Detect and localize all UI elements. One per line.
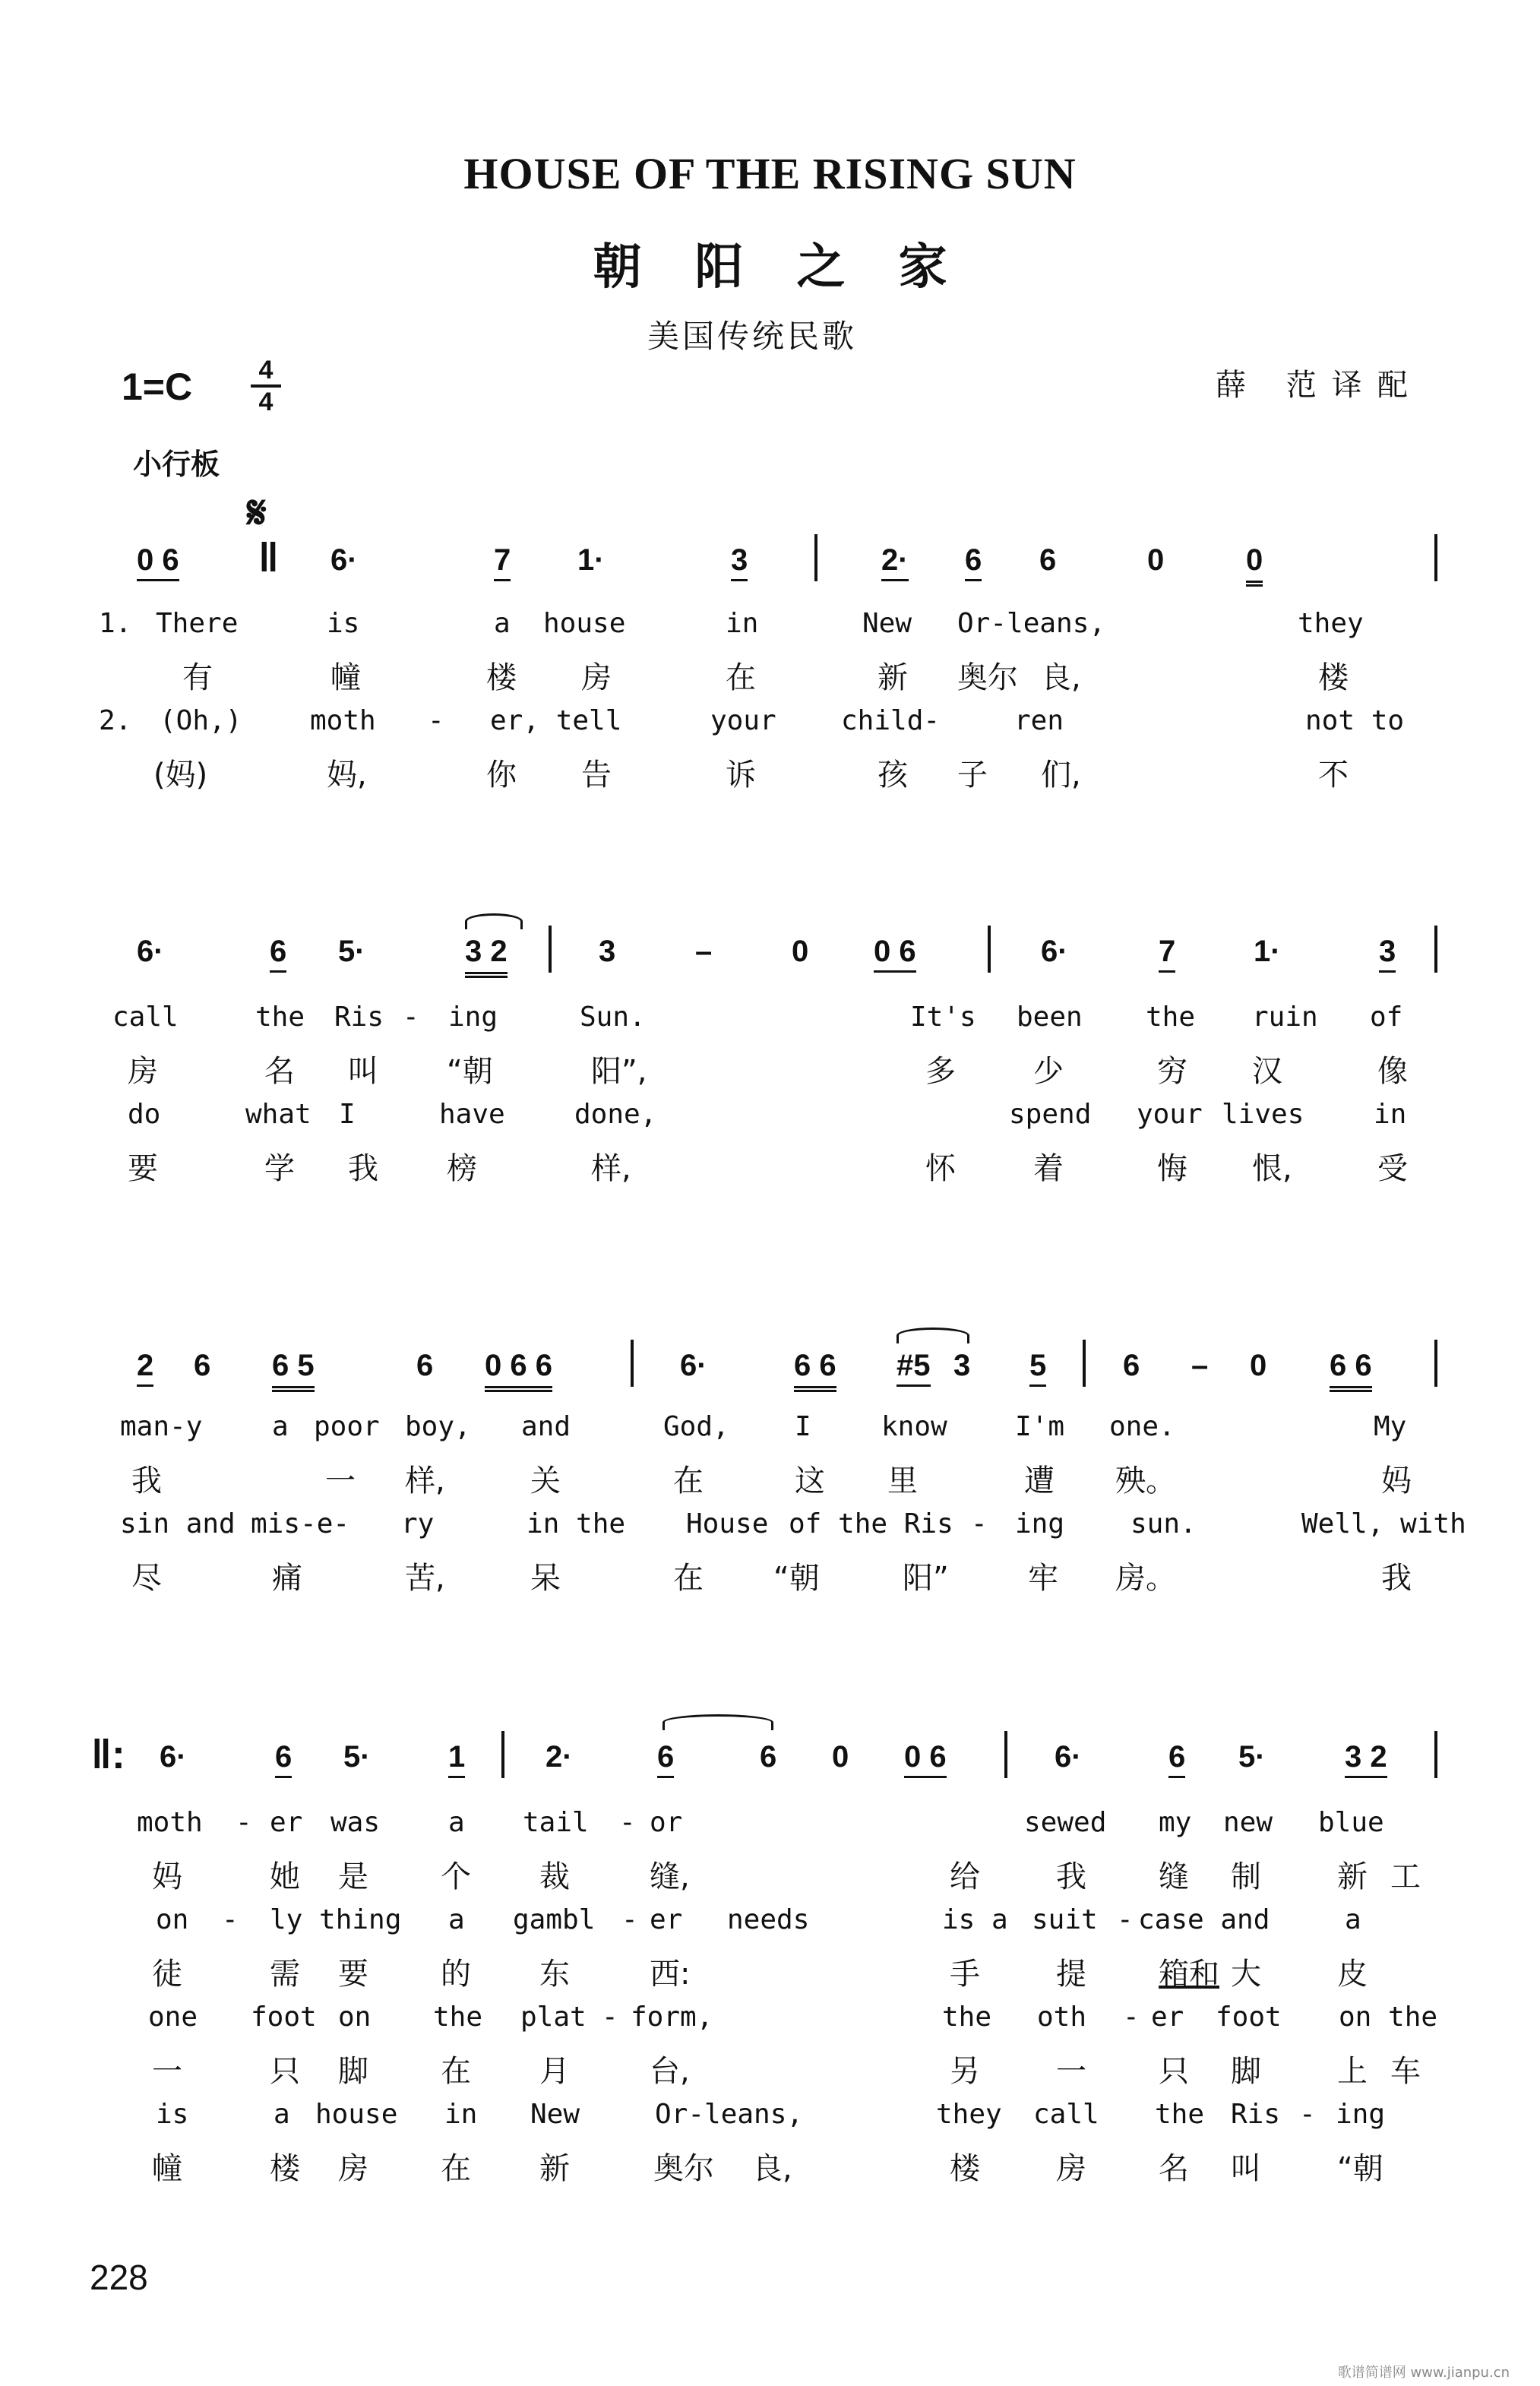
note: 0 xyxy=(1246,543,1263,587)
barline xyxy=(814,534,817,581)
notation-row xyxy=(0,1732,1540,1793)
note: 0 6 6 xyxy=(485,1349,552,1392)
note: 0 6 xyxy=(904,1740,947,1778)
note: 0 xyxy=(792,935,809,968)
note: 0 xyxy=(1250,1349,1267,1382)
note: 6 xyxy=(760,1740,777,1774)
notation-row xyxy=(0,935,1540,988)
note: 6· xyxy=(137,935,164,968)
note: 3 xyxy=(731,543,748,581)
note: 0 xyxy=(1147,543,1165,577)
note: 6 xyxy=(270,935,286,973)
note: 1 xyxy=(448,1740,465,1778)
song-origin: 美国传统民歌 xyxy=(647,318,857,355)
barline xyxy=(501,1731,504,1778)
slur xyxy=(896,1327,969,1343)
note: 6 xyxy=(1039,543,1057,577)
note: 0 xyxy=(832,1740,849,1774)
barline xyxy=(1434,1731,1437,1778)
note: 3 xyxy=(1379,935,1396,973)
time-signature-denominator: 4 xyxy=(258,388,274,416)
barline xyxy=(631,1340,634,1387)
note: 6 xyxy=(657,1740,674,1778)
note: 6 xyxy=(194,1349,211,1382)
note: 2 xyxy=(137,1349,153,1387)
segno-sign: 𝄋 xyxy=(247,486,267,540)
barline xyxy=(1434,926,1437,973)
note: 6 xyxy=(1168,1740,1185,1778)
note: 6· xyxy=(330,543,358,577)
barline xyxy=(1434,1340,1437,1387)
song-title-chinese: 朝阳之家 xyxy=(593,239,1001,296)
page-number: 228 xyxy=(90,2258,148,2297)
note: 6 xyxy=(1123,1349,1140,1382)
barline xyxy=(1434,534,1437,581)
note: 0 6 xyxy=(874,935,916,973)
note: 6· xyxy=(1041,935,1068,968)
note: 7 xyxy=(1159,935,1175,973)
key-signature: 1=C xyxy=(122,365,193,408)
note: 6 5 xyxy=(272,1349,315,1392)
note: 3 2 xyxy=(465,935,508,978)
song-title-english: HOUSE OF THE RISING SUN xyxy=(463,149,1077,198)
note: 6 6 xyxy=(1330,1349,1372,1392)
note: 6· xyxy=(160,1740,187,1774)
note: – xyxy=(1191,1349,1209,1382)
note: 3 xyxy=(953,1349,971,1382)
barline xyxy=(1004,1731,1007,1778)
slur xyxy=(465,913,523,929)
note: 6 xyxy=(965,543,982,581)
note: 0 6 xyxy=(137,543,179,581)
note: 1· xyxy=(1254,935,1281,968)
time-signature-numerator: 4 xyxy=(258,356,274,384)
note: #5 xyxy=(896,1349,931,1387)
note: 5· xyxy=(338,935,365,968)
note: 1· xyxy=(577,543,605,577)
double-barline: ‖ xyxy=(258,535,279,581)
note: 5· xyxy=(343,1740,371,1774)
notation-row xyxy=(0,1349,1540,1402)
time-signature xyxy=(251,357,281,415)
note: 6· xyxy=(1055,1740,1082,1774)
note: 3 2 xyxy=(1345,1740,1387,1778)
translator-credit: 薛 范译配 xyxy=(1216,368,1423,403)
note: 5· xyxy=(1238,1740,1266,1774)
barline xyxy=(1083,1340,1086,1387)
note: 2· xyxy=(545,1740,573,1774)
tempo-marking: 小行板 xyxy=(133,448,220,481)
note: 3 xyxy=(599,935,616,968)
repeat-start-sign: ‖: xyxy=(91,1732,125,1777)
barline xyxy=(549,926,552,973)
note: 6· xyxy=(680,1349,707,1382)
note: 6 xyxy=(275,1740,292,1778)
barline xyxy=(988,926,991,973)
tie xyxy=(662,1714,773,1730)
watermark: 歌谱简谱网 www.jianpu.cn xyxy=(1337,2365,1510,2381)
note: 6 6 xyxy=(794,1349,836,1392)
note: 2· xyxy=(881,543,909,581)
note: 6 xyxy=(416,1349,434,1382)
notation-row xyxy=(0,535,1540,596)
note: 5 xyxy=(1029,1349,1046,1387)
note: – xyxy=(695,935,713,968)
note: 7 xyxy=(494,543,511,581)
